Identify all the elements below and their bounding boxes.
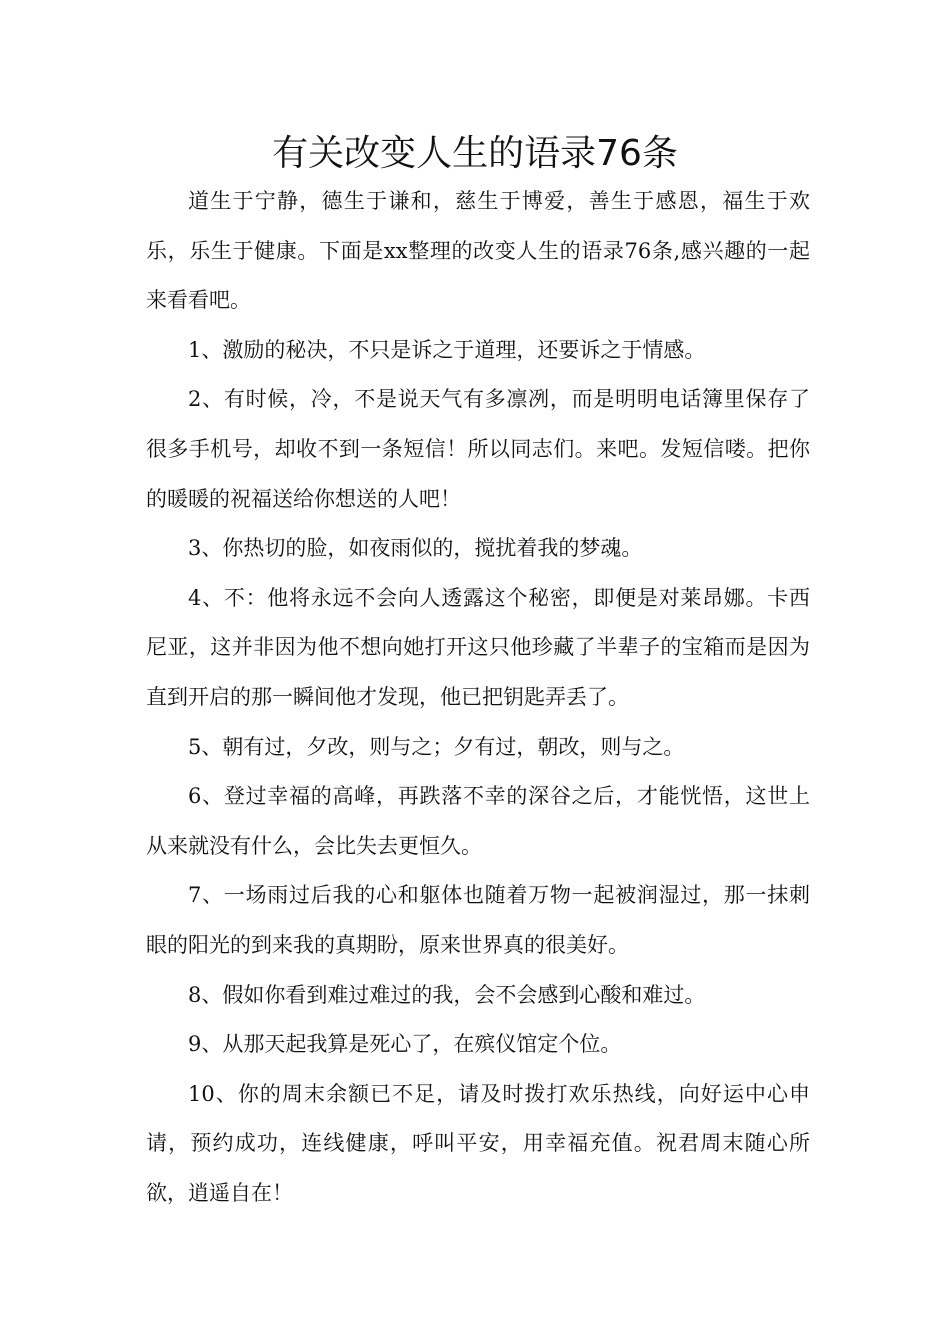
intro-paragraph: 道生于宁静，德生于谦和，慈生于博爱，善生于感恩，福生于欢乐，乐生于健康。下面是xx整理的改变人生的语录76条,感兴趣的一起来看看吧。 — [146, 189, 810, 313]
quote-6: 6、登过幸福的高峰，再跌落不幸的深谷之后，才能恍悟，这世上从来就没有什么，会比失去更恒久。 — [146, 784, 810, 858]
quote-2: 2、有时候，冷，不是说天气有多凛冽，而是明明电话簿里保存了很多手机号，却收不到一条短信！所以同志们。来吧。发短信喽。把你的暖暖的祝福送给你想送的人吧！ — [146, 387, 810, 511]
quote-3: 3、你热切的脸，如夜雨似的，搅扰着我的梦魂。 — [188, 536, 643, 561]
quote-9: 9、从那天起我算是死心了，在殡仪馆定个位。 — [188, 1032, 622, 1057]
quote-7: 7、一场雨过后我的心和躯体也随着万物一起被润湿过，那一抹刺眼的阳光的到来我的真期盼，原来世界真的很美好。 — [146, 883, 810, 957]
quote-10: 10、你的周末余额已不足，请及时拨打欢乐热线，向好运中心申请，预约成功，连线健康，呼叫平安，用幸福充值。祝君周末随心所欲，逍遥自在！ — [146, 1081, 810, 1205]
document-body — [146, 177, 810, 1218]
quote-4: 4、不：他将永远不会向人透露这个秘密，即便是对莱昂娜。卡西尼亚，这并非因为他不想向她打开这只他珍藏了半辈子的宝箱而是因为直到开启的那一瞬间他才发现，他已把钥匙弄丢了。 — [146, 585, 810, 709]
quote-8: 8、假如你看到难过难过的我，会不会感到心酸和难过。 — [188, 982, 706, 1007]
document-title: 有关改变人生的语录76条 — [272, 133, 678, 174]
quote-5: 5、朝有过，夕改，则与之；夕有过，朝改，则与之。 — [188, 734, 685, 759]
quote-1: 1、激励的秘决，不只是诉之于道理，还要诉之于情感。 — [188, 337, 706, 362]
